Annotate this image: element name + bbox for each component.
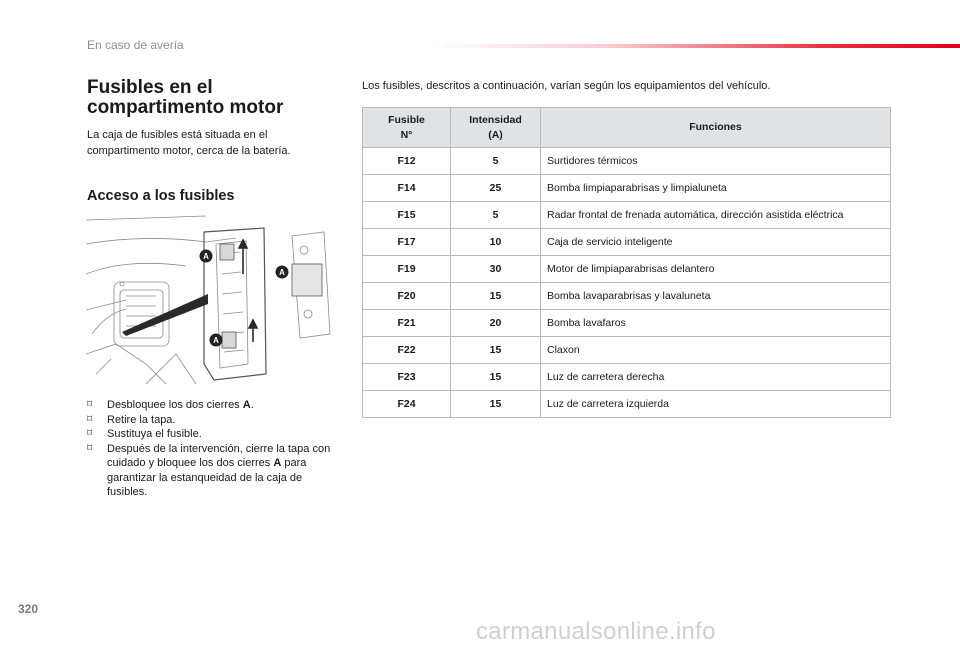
table-row: [363, 337, 891, 364]
step-item: ⌑ Desbloquee los dos cierres A.: [87, 399, 254, 411]
current-cell: 15: [451, 364, 541, 391]
table-row: [363, 148, 891, 175]
step-item: ⌑ Retire la tapa.: [87, 413, 176, 426]
table-row: [363, 391, 891, 418]
fuse-number-cell: F22: [363, 337, 451, 364]
header-current: Intensidad (A): [451, 108, 541, 148]
fuse-number-cell: F20: [363, 283, 451, 310]
table-row: [363, 283, 891, 310]
marker-a-label: A: [213, 336, 219, 345]
current-cell: 15: [451, 391, 541, 418]
current-cell: 5: [451, 202, 541, 229]
section-header: En caso de avería: [87, 38, 184, 52]
fuse-number-cell: F19: [363, 256, 451, 283]
current-cell: 20: [451, 310, 541, 337]
current-cell: 30: [451, 256, 541, 283]
table-row: [363, 229, 891, 256]
fuse-number-cell: F23: [363, 364, 451, 391]
current-cell: 5: [451, 148, 541, 175]
current-cell: 25: [451, 175, 541, 202]
access-subtitle: Acceso a los fusibles: [87, 188, 235, 204]
function-cell: Claxon: [541, 337, 891, 364]
table-row: [363, 310, 891, 337]
header-accent-rule: [430, 44, 960, 48]
function-cell: Motor de limpiaparabrisas delantero: [541, 256, 891, 283]
checkbox-bullet-icon: ⌑: [87, 399, 93, 410]
function-cell: Bomba lavaparabrisas y lavaluneta: [541, 283, 891, 310]
fuse-number-cell: F24: [363, 391, 451, 418]
checkbox-bullet-icon: ⌑: [87, 442, 93, 454]
function-cell: Luz de carretera izquierda: [541, 391, 891, 418]
page-number: 320: [18, 602, 39, 616]
checkbox-bullet-icon: ⌑: [87, 428, 93, 439]
fuse-number-cell: F12: [363, 148, 451, 175]
table-row: [363, 364, 891, 391]
function-cell: Caja de servicio inteligente: [541, 229, 891, 256]
fuse-number-cell: F17: [363, 229, 451, 256]
current-cell: 15: [451, 337, 541, 364]
header-fuse-number: Fusible N°: [363, 108, 451, 148]
marker-a-label: A: [279, 268, 285, 277]
function-cell: Surtidores térmicos: [541, 148, 891, 175]
fuse-table: [362, 107, 891, 418]
header-functions: Funciones: [541, 108, 891, 148]
function-cell: Bomba limpiaparabrisas y limpialuneta: [541, 175, 891, 202]
fuse-number-cell: F14: [363, 175, 451, 202]
function-cell: Luz de carretera derecha: [541, 364, 891, 391]
checkbox-bullet-icon: ⌑: [87, 413, 93, 425]
current-cell: 15: [451, 283, 541, 310]
step-item: ⌑ Sustituya el fusible.: [87, 428, 202, 440]
table-intro: Los fusibles, descritos a continuación, varían según los equipamientos del vehículo.: [362, 80, 771, 92]
fuse-number-cell: F21: [363, 310, 451, 337]
intro-paragraph: La caja de fusibles está situada en el compartimento motor, cerca de la batería.: [87, 129, 291, 157]
function-cell: Radar frontal de frenada automática, dirección asistida eléctrica: [541, 202, 891, 229]
fuse-box-illustration: [86, 214, 336, 386]
step-item: ⌑ Después de la intervención, cierre la tapa con cuidado y bloquee los dos cierres A para garantizar la estanqueidad de la caja de fusibles.: [87, 442, 331, 498]
table-row: [363, 175, 891, 202]
watermark: carmanualsonline.info: [476, 618, 716, 645]
table-row: [363, 202, 891, 229]
table-row: [363, 256, 891, 283]
table-header-row: [363, 108, 891, 148]
instruction-steps: [87, 398, 342, 500]
page-title: Fusibles en el compartimento motor: [87, 77, 284, 118]
marker-a-label: A: [203, 252, 209, 261]
fuse-number-cell: F15: [363, 202, 451, 229]
function-cell: Bomba lavafaros: [541, 310, 891, 337]
current-cell: 10: [451, 229, 541, 256]
